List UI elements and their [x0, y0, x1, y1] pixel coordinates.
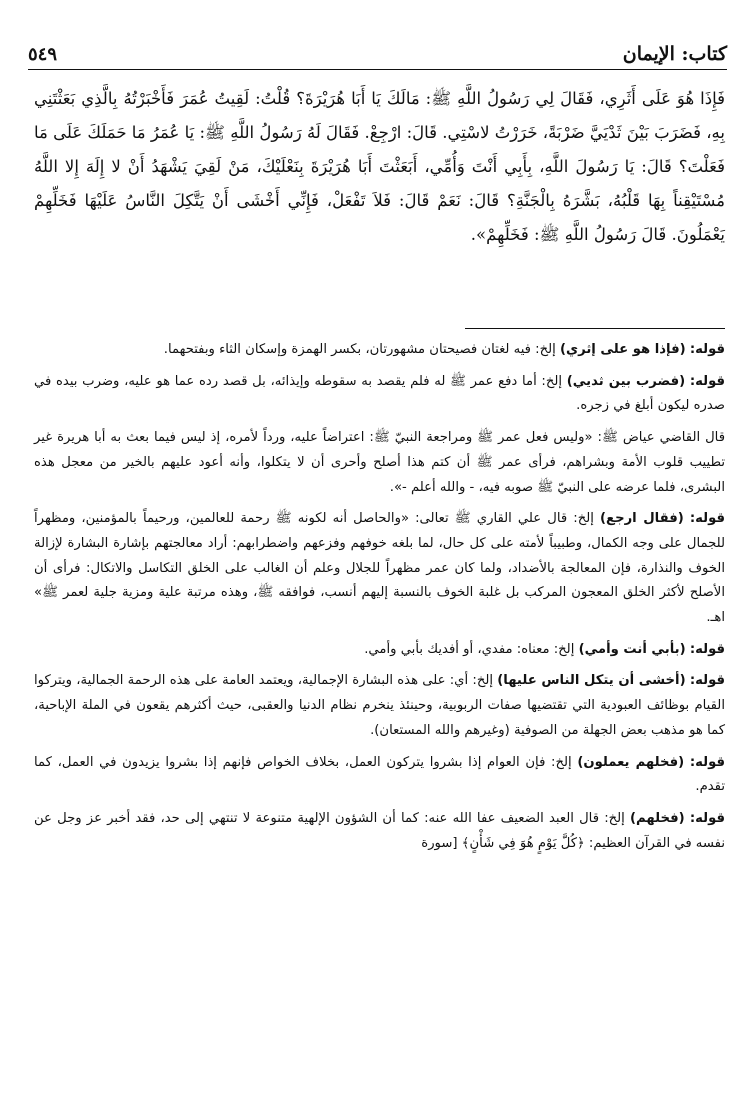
note-phrase: (فخلهم): [630, 810, 685, 826]
note-phrase: (فقال ارجع): [600, 511, 684, 527]
note-text: إلخ: قال العبد الضعيف عفا الله عنه: كما أن الشؤون الإلهية متنوعة لا تنتهي إلى حد، فقد أخبر عز وجل عن نفسه في القرآن العظيم: ﴿كُلَّ يَوْمٍ هُوَ فِي شَأْنٍ﴾ [سورة: [34, 810, 725, 851]
note-phrase: (فخلهم يعملون): [577, 754, 685, 770]
note-paragraph: [34, 338, 725, 363]
note-text: قال القاضي عياض ﷺ: «وليس فعل عمر ﷺ ومراجعة النبيّ ﷺ: اعتراضاً عليه، ورداً لأمره، إذ ليس فيما بعث به أبا هريرة غير تطييب قلوب الأمة وبشراهم، فرأى عمر ﷺ أن كتم هذا أصلح وأحرى أن لا يتكلوا، وأنه أعود عليهم بالخير من معجل هذه البشرى، فلما عرضه على النبيّ ﷺ صوبه فيه، - والله أعلم -».: [34, 430, 725, 495]
note-paragraph: [34, 807, 725, 856]
note-phrase: (أخشى أن يتكل الناس عليها): [497, 673, 686, 689]
note-label: قوله:: [689, 641, 725, 657]
note-paragraph: [34, 751, 725, 800]
page-header: [28, 30, 727, 70]
page-number: ٥٤٩: [28, 44, 58, 65]
hadith-text: فَإِذَا هُوَ عَلَى أَثَرِي، فَقَالَ لِي رَسُولُ اللَّهِ ﷺ: مَالَكَ يَا أَبَا هُرَيْرَةَ؟ قُلْتُ: لَقِيتُ عُمَرَ فَأَخْبَرْتُهُ بِالَّذِي بَعَثْتَنِي بِهِ، فَضَرَبَ بَيْنَ ثَدْيَيَّ ضَرْبَةً، خَرَرْتُ لاسْتِي. قَالَ: ارْجِعْ. فَقَالَ لَهُ رَسُولُ اللَّهِ ﷺ: يَا عُمَرُ مَا حَمَلَكَ عَلَى مَا فَعَلْتَ؟ قَالَ: يَا رَسُولَ اللَّهِ، بِأَبِي أَنْتَ وَأُمِّي، أَبَعَثْتَ أَبَا هُرَيْرَةَ بِنَعْلَيْكَ، مَنْ لَقِيَ يَشْهَدُ أَنْ لا إِلَهَ إِلا اللَّهُ مُسْتَيْقِناً بِهَا قَلْبُهُ، بَشَّرَهُ بِالْجَنَّةِ؟ قَالَ: نَعَمْ قَالَ: فَلاَ تَفْعَلْ، فَإِنِّي أَخْشَى أَنْ يَتَّكِلَ النَّاسُ عَلَيْهَا فَخَلِّهِمْ يَعْمَلُونَ. قَالَ رَسُولُ اللَّهِ ﷺ: فَخَلِّهِمْ».: [34, 89, 725, 244]
note-text: إلخ: أما دفع عمر ﷺ له فلم يقصد به سقوطه وإيذائه، بل قصد رده عما هو عليه، وضرب بيده في صدره ليكون أبلغ في زجره.: [34, 373, 725, 414]
note-text: إلخ: فيه لغتان فصيحتان مشهورتان، بكسر الهمزة وإسكان الثاء وبفتحهما.: [163, 342, 556, 357]
footnote-divider: [465, 328, 725, 329]
note-label: قوله:: [689, 511, 725, 527]
note-phrase: (فضرب بين ثديي): [566, 373, 686, 389]
commentary-notes: [34, 338, 725, 863]
note-paragraph: [34, 638, 725, 663]
note-phrase: (بأبي أنت وأمي): [578, 641, 686, 657]
note-paragraph: [34, 507, 725, 631]
book-title: كتاب: الإيمان: [622, 43, 727, 65]
note-text: إلخ: أي: على هذه البشارة الإجمالية، ويعتمد العامة على هذه الرحمة الجمالية، ويتركوا القيام بوظائف العبودية التي تقتضيها صفات الربوبية، وحينئذ ينخرم نظام الدنيا والعقبى، حيث أكثرهم يقعون في الملة الإباحية، كما هو مذهب بعض الجهلة من الصوفية (وغيرهم والله المستعان).: [34, 673, 725, 738]
note-paragraph: [34, 669, 725, 743]
note-phrase: (فإذا هو على إثري): [560, 342, 686, 357]
note-text: إلخ: قال علي القاري ﷺ تعالى: «والحاصل أنه لكونه ﷺ رحمة للعالمين، ورحيماً بالمؤمنين، ومظهراً للجمال على وجه الكمال، وطبيباً لأمته على كل حال، لما بلغه خوفهم وفزعهم واضطرابهم: أراد معالجتهم بإشارة البشارة لإزالة الخوف والنذارة، فإن المعالجة بالأضداد، ولما كان عمر مظهراً للجلال وعلم أن الغالب على الخلق التكاسل والاتكال: فرأى أن الأصلح لأكثر الخلق المعجون المركب بل غلبة الخوف بالنسبة إليهم أنسب، فوافقه ﷺ، وهذه مرتبة علية ومزية جلية لعمر ﷺ» اهـ.: [34, 511, 725, 626]
note-label: قوله:: [689, 673, 725, 689]
note-label: قوله:: [689, 342, 725, 357]
note-paragraph: [34, 426, 725, 500]
note-paragraph: [34, 370, 725, 419]
note-label: قوله:: [689, 373, 726, 389]
note-text: إلخ: معناه: مفدي، أو أفديك بأبي وأمي.: [364, 641, 575, 657]
note-label: قوله:: [689, 810, 725, 826]
note-label: قوله:: [689, 754, 725, 770]
note-text: إلخ: فإن العوام إذا بشروا يتركون العمل، بخلاف الخواص فإنهم إذا بشروا يزيدون في العمل، كما تقدم.: [34, 754, 725, 795]
